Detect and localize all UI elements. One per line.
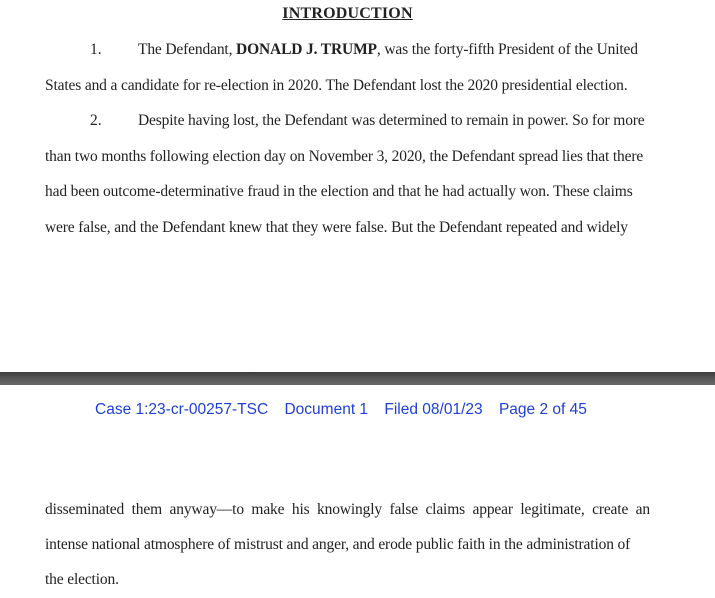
paragraph-2-line-5: disseminated them anyway—to make his knowingly false claims appear legitimate, create an — [45, 501, 650, 518]
paragraph-number-1: 1. — [90, 41, 102, 58]
case-number: Case 1:23-cr-00257-TSC — [95, 401, 269, 418]
paragraph-2-line-4: were false, and the Defendant knew that they were false. But the Defendant repeated and widely — [45, 219, 628, 236]
paragraph-2-line-6: intense national atmosphere of mistrust and anger, and erode public faith in the administration of — [45, 536, 631, 553]
paragraph-number-2: 2. — [90, 112, 102, 129]
page-indicator: Page 2 of 45 — [498, 401, 587, 418]
defendant-name: DONALD J. TRUMP — [236, 41, 377, 58]
page-divider — [0, 372, 715, 385]
paragraph-1-text-a: The Defendant, — [138, 41, 237, 58]
paragraph-1-line-2: States and a candidate for re-election in 2020. The Defendant lost the 2020 presidential election. — [45, 77, 628, 94]
paragraph-1-text-b: , was the forty-fifth President of the United — [376, 41, 638, 58]
filed-date: Filed 08/01/23 — [384, 401, 483, 418]
paragraph-2-line-2: than two months following election day on November 3, 2020, the Defendant spread lies that there — [45, 148, 644, 165]
paragraph-2-line-3: had been outcome-determinative fraud in the election and that he had actually won. These claims — [45, 183, 633, 200]
section-heading: INTRODUCTION — [282, 5, 413, 22]
paragraph-2-line-1: Despite having lost, the Defendant was determined to remain in power. So for more — [138, 112, 645, 129]
paragraph-2-line-7: the election. — [45, 571, 119, 588]
paragraph-1-line-1 — [138, 41, 638, 59]
filing-header — [95, 401, 599, 419]
document-number: Document 1 — [284, 401, 369, 418]
